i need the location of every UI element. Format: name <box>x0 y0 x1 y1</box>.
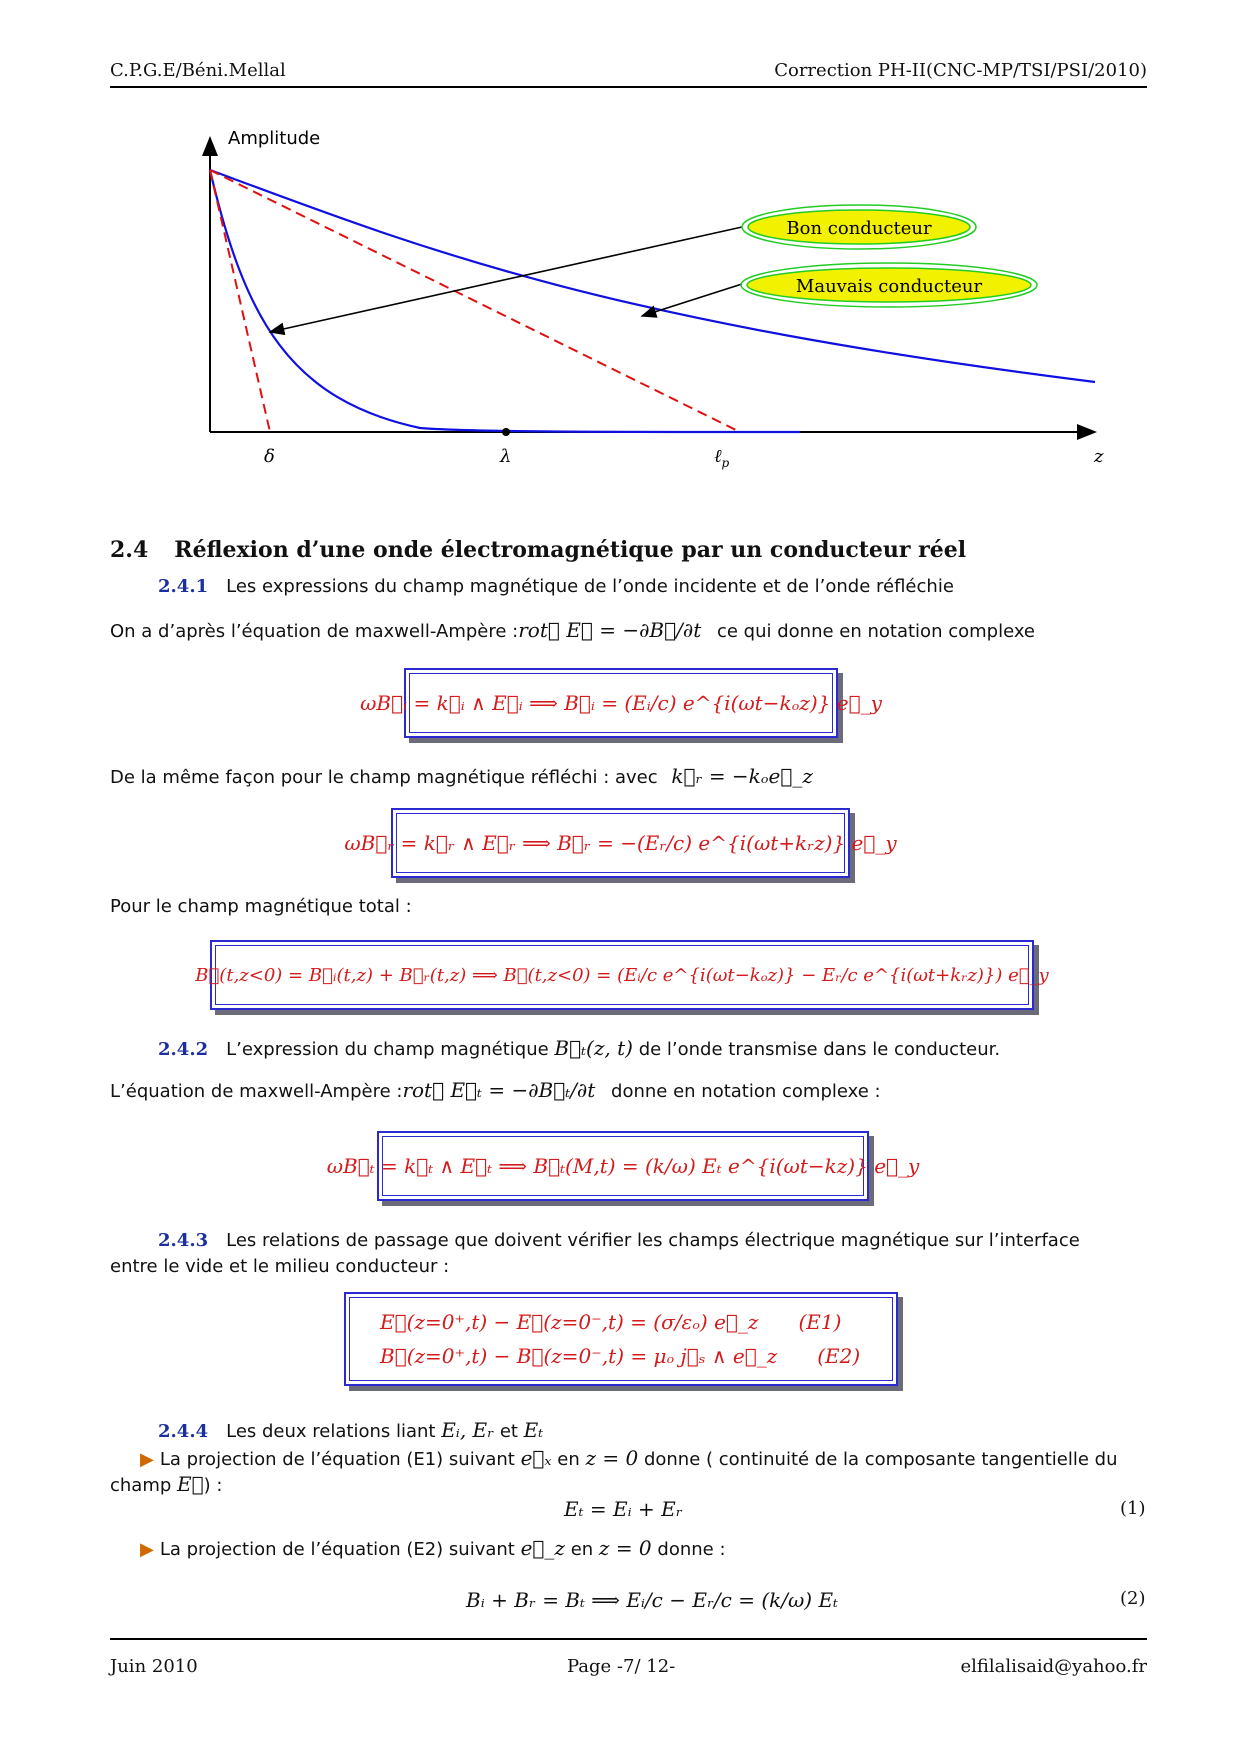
s242-number: 2.4.2 <box>158 1039 209 1060</box>
arrow-bad <box>642 284 742 316</box>
label-bad: Mauvais conducteur <box>795 276 983 297</box>
tick-lambda: λ <box>500 446 512 467</box>
footer-left: Juin 2010 <box>110 1656 198 1677</box>
relation-e1: E⃗(z=0⁺,t) − E⃗(z=0⁻,t) = (σ/εₒ) e⃗_z <box>380 1310 759 1334</box>
footer-email: elfilalisaid@yahoo.fr <box>960 1656 1147 1677</box>
good-conductor-curve <box>210 170 800 432</box>
equation-2: Bᵢ + Bᵣ = Bₜ ⟹ Eᵢ/c − Eᵣ/c = (k/ω) Eₜ <box>466 1588 838 1612</box>
amplitude-figure <box>0 0 1240 480</box>
s243-number: 2.4.3 <box>158 1230 209 1251</box>
relation-e2-tag: (E2) <box>817 1344 861 1368</box>
formula-3: B⃗(t,z<0) = B⃗ᵢ(t,z) + B⃗ᵣ(t,z) ⟹ B⃗(t,z<0) = (Eᵢ/c e^{i(ωt−kₒz)} − Eᵣ/c e^{i(ωt+kᵣz)}) e⃗_y <box>215 945 1029 1005</box>
s241-intro-b: ce qui donne en notation complexe <box>716 621 1035 642</box>
tick-lp: ℓ$_p$ <box>714 446 730 470</box>
section-title: Réflexion d’une onde électromagnétique par un conducteur réel <box>174 537 967 563</box>
lambda-point <box>502 428 510 436</box>
section-number: 2.4 <box>110 537 149 563</box>
s241-intro-a: On a d’après l’équation de maxwell-Ampère : <box>110 621 519 642</box>
formula-2: ωB⃗ᵣ = k⃗ᵣ ∧ E⃗ᵣ ⟹ B⃗ᵣ = −(Eᵣ/c) e^{i(ωt+kᵣz)} e⃗_y <box>396 813 845 873</box>
relation-e1-tag: (E1) <box>798 1310 842 1334</box>
s242-heading: 2.4.2 L’expression du champ magnétique B⃗ₜ(z, t) de l’onde transmise dans le conducteur. <box>158 1036 1001 1060</box>
header-left: C.P.G.E/Béni.Mellal <box>110 60 286 81</box>
x-axis-label: z <box>1094 446 1104 467</box>
s242-intro-a: L’équation de maxwell-Ampère : <box>110 1081 403 1102</box>
y-axis-label: Amplitude <box>228 128 321 149</box>
formula-box-2 <box>344 808 897 878</box>
s244-number: 2.4.4 <box>158 1421 209 1442</box>
s244-title: Les deux relations liant <box>226 1421 436 1442</box>
equation-1-number: (1) <box>1120 1498 1146 1519</box>
s241-number: 2.4.1 <box>158 576 209 597</box>
s241-title: Les expressions du champ magnétique de l’onde incidente et de l’onde réfléchie <box>226 576 954 597</box>
s244-p1-a: La projection de l’équation (E1) suivant <box>159 1449 515 1470</box>
formula-box-3 <box>195 940 1049 1010</box>
s244-p1-c: donne ( continuité de la composante tangentielle du <box>643 1449 1118 1470</box>
formula-4: ωB⃗ₜ = k⃗ₜ ∧ E⃗ₜ ⟹ B⃗ₜ(M,t) = (k/ω) Eₜ e^{i(ωt−kz)} e⃗_y <box>382 1136 864 1196</box>
s243-line2: entre le vide et le milieu conducteur : <box>110 1256 450 1277</box>
s244-p2: ▶ La projection de l’équation (E2) suivant e⃗_z en z = 0 donne : <box>140 1536 726 1560</box>
header-right: Correction PH-II(CNC-MP/TSI/PSI/2010) <box>774 60 1147 81</box>
tick-delta: δ <box>264 446 275 467</box>
s243-text1: Les relations de passage que doivent vérifier les champs électrique magnétique sur l’interface <box>226 1230 1080 1251</box>
s242-title-a: L’expression du champ magnétique <box>226 1039 549 1060</box>
s244-p2-c: donne : <box>657 1539 726 1560</box>
s242-intro-b: donne en notation complexe : <box>611 1081 881 1102</box>
s244-p1-cont: champ E⃗) : <box>110 1472 223 1496</box>
relation-e2: B⃗(z=0⁺,t) − B⃗(z=0⁻,t) = μₒ j⃗ₛ ∧ e⃗_z <box>380 1344 778 1368</box>
s244-p1: ▶ La projection de l’équation (E1) suivant e⃗ₓ en z = 0 donne ( continuité de la composante tangentielle du <box>140 1446 1118 1470</box>
s244-p2-a: La projection de l’équation (E2) suivant <box>159 1539 515 1560</box>
footer-page: Page -7/ 12- <box>567 1656 676 1677</box>
s242-title-b: de l’onde transmise dans le conducteur. <box>638 1039 1001 1060</box>
s244-p2-b: en <box>570 1539 594 1560</box>
footer-rule <box>110 1638 1147 1640</box>
formula-box-4 <box>326 1131 920 1201</box>
s242-intro: L’équation de maxwell-Ampère :rot⃗ E⃗ₜ = −∂B⃗ₜ/∂t donne en notation complexe : <box>110 1078 881 1102</box>
equation-1: Eₜ = Eᵢ + Eᵣ <box>564 1497 683 1521</box>
s244-p1-b: en <box>557 1449 580 1470</box>
arrow-good <box>270 227 742 332</box>
s244-heading: 2.4.4 Les deux relations liant Eᵢ, Eᵣ et Eₜ <box>158 1418 544 1442</box>
s241-intro: On a d’après l’équation de maxwell-Ampère :rot⃗ E⃗ = −∂B⃗/∂t ce qui donne en notation complexe <box>110 618 1035 642</box>
bullet-arrow-icon: ▶ <box>140 1539 154 1560</box>
equation-2-number: (2) <box>1120 1588 1146 1609</box>
s244-p1-d: champ <box>110 1475 172 1496</box>
tangent-lp <box>210 170 740 432</box>
s241-total: Pour le champ magnétique total : <box>110 896 412 917</box>
s241-reflected-text: De la même façon pour le champ magnétique réfléchi : avec <box>110 767 658 788</box>
section-heading <box>110 537 966 563</box>
formula-box-5 <box>344 1292 898 1386</box>
s241-reflected: De la même façon pour le champ magnétique réfléchi : avec k⃗ᵣ = −kₒe⃗_z <box>110 764 813 788</box>
label-good: Bon conducteur <box>786 218 932 239</box>
tangent-delta <box>210 170 270 432</box>
s243-line1 <box>158 1230 1080 1251</box>
formula-box-1 <box>360 668 882 738</box>
bullet-arrow-icon: ▶ <box>140 1449 154 1470</box>
formula-5 <box>349 1297 893 1381</box>
s241-heading <box>158 576 954 597</box>
formula-1: ωB⃗ᵢ = k⃗ᵢ ∧ E⃗ᵢ ⟹ B⃗ᵢ = (Eᵢ/c) e^{i(ωt−kₒz)} e⃗_y <box>409 673 833 733</box>
